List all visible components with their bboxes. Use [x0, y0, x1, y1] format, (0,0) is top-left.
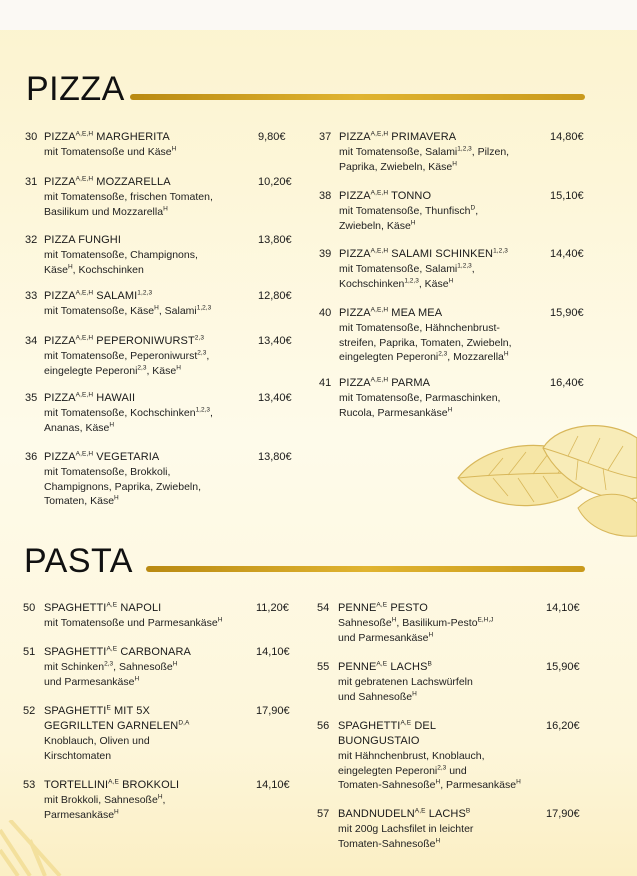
menu-item-description: mit Tomatensoße, Salami$^{1,2,3}$, Pilzen, Paprika, Zwiebeln, Käse$^H$: [339, 145, 510, 173]
menu-item-description: mit Tomatensoße, Peperoniwurst$^{2,3}$, eingelegte Peperoni$^{2,3}$, Käse$^H$: [44, 349, 210, 377]
pasta-menu-item-50: [23, 601, 302, 631]
menu-item-number: 37: [319, 131, 332, 143]
menu-item-name: $SPAGHETTI^{A,E}$ NAPOLI: [44, 601, 162, 614]
menu-item-description: mit Tomatensoße, Salami$^{1,2,3}$, Kochschinken$^{1,2,3}$, Käse$^H$: [339, 262, 475, 290]
pasta-menu-item-55: [317, 660, 592, 704]
basil-leaves-icon: [448, 418, 637, 538]
menu-item-number: 55: [317, 661, 330, 673]
menu-item-name: $PENNE^{A,E}$ PESTO: [338, 601, 428, 614]
menu-item-description: mit Hähnchenbrust, Knoblauch, eingelegten Peperoni$^{2,3}$ und Tomaten-Sahnesoße$^H$, Parmesankäse$^H$: [338, 750, 521, 792]
menu-item-header: [317, 719, 592, 749]
menu-item-price: 9,80€: [258, 131, 286, 143]
menu-item-name: $SPAGHETTI^{A,E}$ CARBONARA: [44, 645, 191, 658]
menu-item-price: 11,20€: [256, 602, 289, 614]
menu-item-number: 51: [23, 646, 36, 658]
pizza-menu-item-31: [25, 175, 304, 219]
pizza-menu-item-40: [319, 306, 596, 365]
menu-item-header: [319, 130, 596, 145]
menu-item-number: 41: [319, 377, 332, 389]
menu-item-description: Knoblauch, Oliven und Kirschtomaten: [44, 735, 150, 762]
pizza-menu-item-30: [25, 130, 304, 160]
menu-item-description: mit Tomatensoße, Parmaschinken, Rucola, Parmesankäse$^H$: [339, 392, 501, 419]
menu-item-price: 15,90€: [550, 307, 584, 319]
menu-item-description: mit Tomatensoße, Hähnchenbrust- streifen, Paprika, Tomaten, Zwiebeln, eingelegten Peperoni$^{2,3}$, Mozzarella$^H$: [339, 322, 512, 364]
pizza-menu-item-34: [25, 334, 304, 378]
menu-item-price: 16,40€: [550, 377, 584, 389]
menu-item-price: 17,90€: [546, 808, 580, 820]
menu-item-price: 13,80€: [258, 451, 292, 463]
menu-item-number: 38: [319, 190, 332, 202]
menu-item-number: 52: [23, 705, 36, 717]
pasta-menu-item-53: [23, 778, 302, 822]
menu-item-number: 54: [317, 602, 330, 614]
menu-item-description: mit 200g Lachsfilet in leichter Tomaten-Sahnesoße$^H$: [338, 823, 474, 850]
menu-item-description: Sahnesoße$^H$, Basilikum-Pesto$^{E,H,J}$ und Parmesankäse$^H$: [338, 616, 494, 644]
menu-item-price: 14,10€: [256, 646, 290, 658]
menu-item-header: [317, 807, 592, 822]
menu-item-name: $PIZZA^{A,E,H}$ PEPERONIWURST$^{2,3}$: [44, 334, 205, 347]
menu-item-description: mit gebratenen Lachswürfeln und Sahnesoße$^H$: [338, 676, 473, 703]
menu-item-header: [25, 233, 304, 248]
pizza-section-title: PIZZA: [26, 70, 125, 108]
pasta-section-title: PASTA: [24, 542, 133, 580]
pasta-menu-item-56: [317, 719, 592, 793]
pizza-menu-item-35: [25, 391, 304, 435]
menu-item-price: 13,40€: [258, 335, 292, 347]
menu-item-number: 40: [319, 307, 332, 319]
menu-item-header: [23, 704, 302, 734]
menu-item-header: [25, 175, 304, 190]
menu-item-number: 56: [317, 720, 330, 732]
menu-item-name: $PIZZA^{A,E,H}$ PRIMAVERA: [339, 130, 457, 143]
pizza-menu-item-33: [25, 289, 304, 319]
menu-item-number: 50: [23, 602, 36, 614]
menu-item-description: mit Tomatensoße, Champignons, Käse$^H$, Kochschinken: [44, 249, 198, 276]
menu-item-name: $PIZZA^{A,E,H}$ MARGHERITA: [44, 130, 170, 143]
menu-item-description: mit Tomatensoße, Brokkoli, Champignons, Paprika, Zwiebeln, Tomaten, Käse$^H$: [44, 466, 201, 508]
menu-item-description: mit Tomatensoße und Parmesankäse$^H$: [44, 616, 223, 629]
menu-item-name: $PIZZA^{A,E,H}$ MOZZARELLA: [44, 175, 171, 188]
pizza-menu-item-37: [319, 130, 596, 174]
menu-item-price: 14,10€: [256, 779, 290, 791]
menu-item-price: 13,80€: [258, 234, 292, 246]
menu-item-number: 57: [317, 808, 330, 820]
menu-item-description: mit Tomatensoße, frischen Tomaten, Basilikum und Mozzarella$^H$: [44, 191, 213, 218]
menu-item-name: $PIZZA^{A,E,H}$ PARMA: [339, 376, 431, 389]
menu-item-name: $PIZZA^{A,E,H}$ VEGETARIA: [44, 450, 160, 463]
menu-item-name: $PIZZA^{A,E,H}$ MEA MEA: [339, 306, 443, 319]
menu-item-header: [25, 289, 304, 304]
menu-item-number: 39: [319, 248, 332, 260]
menu-item-number: 36: [25, 451, 38, 463]
menu-item-description: mit Tomatensoße, Käse$^H$, Salami$^{1,2,3}$: [44, 304, 212, 317]
pasta-menu-item-52: [23, 704, 302, 763]
menu-item-name: PIZZA FUNGHI: [44, 234, 121, 246]
menu-item-description: mit Tomatensoße, Kochschinken$^{1,2,3}$, Ananas, Käse$^H$: [44, 406, 213, 434]
menu-item-number: 33: [25, 290, 38, 302]
menu-item-price: 14,10€: [546, 602, 580, 614]
menu-item-header: [23, 645, 302, 660]
pizza-title-bar: [130, 94, 585, 100]
pasta-menu-item-57: [317, 807, 592, 851]
menu-item-number: 35: [25, 392, 38, 404]
menu-item-name: $PIZZA^{A,E,H}$ SALAMI$^{1,2,3}$: [44, 289, 153, 302]
pasta-menu-item-51: [23, 645, 302, 689]
menu-item-header: [317, 660, 592, 675]
menu-item-number: 34: [25, 335, 38, 347]
menu-item-header: [319, 306, 596, 321]
menu-item-header: [25, 334, 304, 349]
menu-item-header: [319, 376, 596, 391]
menu-item-description: mit Tomatensoße und Käse$^H$: [44, 145, 177, 158]
menu-item-header: [25, 391, 304, 406]
menu-item-name: $PENNE^{A,E}$ $LACHS^B$: [338, 660, 432, 673]
pizza-menu-item-38: [319, 189, 596, 233]
menu-item-name: $TORTELLINI^{A,E}$ BROKKOLI: [44, 778, 180, 791]
menu-item-number: 53: [23, 779, 36, 791]
menu-item-name: $PIZZA^{A,E,H}$ HAWAII: [44, 391, 136, 404]
pasta-menu-item-54: [317, 601, 592, 645]
menu-item-number: 32: [25, 234, 38, 246]
menu-item-header: [23, 601, 302, 616]
corner-decoration-icon: [0, 820, 120, 876]
pizza-menu-item-32: [25, 233, 304, 277]
menu-item-price: 15,90€: [546, 661, 580, 673]
menu-item-price: 13,40€: [258, 392, 292, 404]
menu-item-description: mit Schinken$^{2,3}$, Sahnesoße$^H$ und Parmesankäse$^H$: [44, 660, 178, 688]
menu-item-header: [317, 601, 592, 616]
menu-item-name: $PIZZA^{A,E,H}$ TONNO: [339, 189, 432, 202]
menu-item-price: 15,10€: [550, 190, 584, 202]
menu-item-description: mit Tomatensoße, Thunfisch$^D$, Zwiebeln, Käse$^H$: [339, 204, 479, 232]
pasta-title-bar: [146, 566, 585, 572]
menu-item-price: 10,20€: [258, 176, 292, 188]
menu-item-name: $SPAGHETTI^{A,E}$ DEL BUONGUSTAIO: [338, 719, 437, 747]
pizza-menu-item-41: [319, 376, 596, 420]
menu-item-name: $PIZZA^{A,E,H}$ SALAMI SCHINKEN$^{1,2,3}$: [339, 247, 509, 260]
menu-item-header: [25, 130, 304, 145]
menu-item-header: [319, 189, 596, 204]
menu-item-price: 16,20€: [546, 720, 580, 732]
menu-item-description: mit Brokkoli, Sahnesoße$^H$, Parmesankäse$^H$: [44, 793, 166, 821]
menu-item-header: [23, 778, 302, 793]
menu-item-header: [25, 450, 304, 465]
pizza-menu-item-36: [25, 450, 304, 509]
menu-item-name: $BANDNUDELN^{A,E}$ $LACHS^B$: [338, 807, 471, 820]
pizza-menu-item-39: [319, 247, 596, 291]
menu-item-header: [319, 247, 596, 262]
menu-item-price: 17,90€: [256, 705, 290, 717]
menu-item-price: 14,40€: [550, 248, 584, 260]
menu-item-number: 31: [25, 176, 38, 188]
menu-item-name: $SPAGHETTI^E$ MIT 5X GEGRILLTEN $GARNELEN^{D,A}$: [44, 704, 190, 732]
menu-item-number: 30: [25, 131, 38, 143]
menu-item-price: 14,80€: [550, 131, 584, 143]
menu-item-price: 12,80€: [258, 290, 292, 302]
